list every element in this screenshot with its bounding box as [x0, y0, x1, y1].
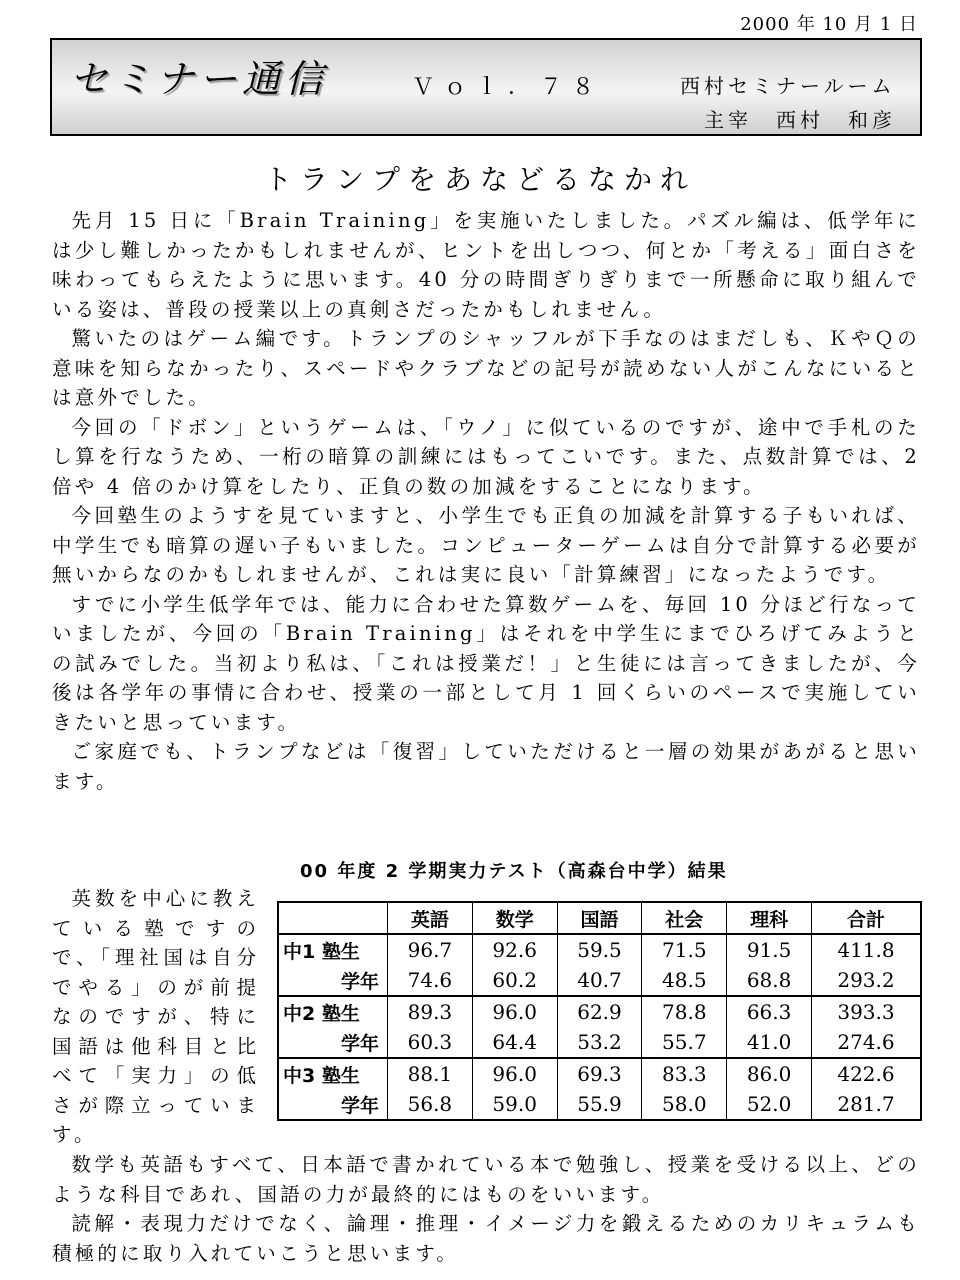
table-cell: 293.2 — [811, 965, 921, 996]
paragraph-4: 今回塾生のようすを見ていますと、小学生でも正負の加減を計算する子もいれば、中学生でも暗算の遅い子もいました。コンピューターゲームは自分で計算する必要が無いからなのかもしれませんが、これは実に良い「計算練習」になったようです。 — [52, 504, 920, 586]
table-row — [278, 1089, 921, 1120]
table-cell: 83.3 — [642, 1058, 727, 1089]
table-cell: 91.5 — [727, 934, 812, 965]
table-cell: 60.2 — [472, 965, 557, 996]
col-header: 国語 — [557, 902, 642, 934]
table-cell: 53.2 — [557, 1027, 642, 1058]
row-label: 学年 — [278, 965, 388, 996]
table-cell: 41.0 — [727, 1027, 812, 1058]
table-cell: 56.8 — [388, 1089, 473, 1120]
table-row — [278, 1027, 921, 1058]
table-cell: 48.5 — [642, 965, 727, 996]
table-cell: 69.3 — [557, 1058, 642, 1089]
table-title: 00 年度 2 学期実力テスト（高森台中学）結果 — [300, 861, 728, 882]
paragraph-3: 今回の「ドボン」というゲームは、「ウノ」に似ているのですが、途中で手札のたし算を行なうため、一桁の暗算の訓練にはもってこいです。また、点数計算では、2 倍や 4 倍のかけ算をしたり、正負の数の加減をすることになります。 — [52, 415, 920, 498]
table-row — [278, 996, 921, 1027]
table-cell: 274.6 — [811, 1027, 921, 1058]
row-label: 学年 — [278, 1027, 388, 1058]
table-cell: 55.7 — [642, 1027, 727, 1058]
newsletter-header — [50, 38, 922, 136]
article-headline: トランプをあなどるなかれ — [263, 163, 696, 196]
table-cell: 59.0 — [472, 1089, 557, 1120]
row-label: 学年 — [278, 1089, 388, 1120]
table-cell: 96.7 — [388, 934, 473, 965]
table-cell: 60.3 — [388, 1027, 473, 1058]
table-cell: 281.7 — [811, 1089, 921, 1120]
table-cell: 66.3 — [727, 996, 812, 1027]
table-cell: 52.0 — [727, 1089, 812, 1120]
row-label: 中2 塾生 — [278, 996, 388, 1027]
paragraph-2: 驚いたのはゲーム編です。トランプのシャッフルが下手なのはまだしも、ＫやＱの意味を知らなかったり、スペードやクラブなどの記号が読めない人がこんなにいるとは意外でした。 — [52, 327, 920, 409]
paragraph-1: 先月 15 日に「Brain Training」を実施いたしました。パズル編は、低学年には少し難しかったかもしれませんが、ヒントを出しつつ、何とか「考える」面白さを味わってもらえたように思います。40 分の時間ぎりぎりまで一所懸命に取り組んでいる姿は、普段の授業以上の真剣さだったかもしれません。 — [52, 209, 920, 321]
table-cell: 89.3 — [388, 996, 473, 1027]
table-row — [278, 1058, 921, 1089]
table-cell: 40.7 — [557, 965, 642, 996]
table-row — [278, 965, 921, 996]
table-cell: 74.6 — [388, 965, 473, 996]
paragraph-5: すでに小学生低学年では、能力に合わせた算数ゲームを、毎回 10 分ほど行なっていましたが、今回の「Brain Training」はそれを中学生にまでひろげてみようとの試みでした。当初より私は、「これは授業だ！」と生徒には言ってきましたが、今後は各学年の事情に合わせ、授業の一部として月 1 回くらいのペースで実施していきたいと思っています。 — [52, 592, 920, 734]
volume-number: Ｖｏｌ．７８ — [412, 75, 605, 100]
paragraph-6: ご家庭でも、トランプなどは「復習」していただけると一層の効果があがると思います。 — [52, 740, 920, 793]
closing-text — [52, 1150, 920, 1268]
table-cell: 393.3 — [811, 996, 921, 1027]
table-cell: 422.6 — [811, 1058, 921, 1089]
row-label: 中3 塾生 — [278, 1058, 388, 1089]
side-note — [52, 884, 260, 1150]
closing-paragraph-2: 読解・表現力だけでなく、論理・推理・イメージ力を鍛えるためのカリキュラムも積極的に取り入れていこうと思います。 — [52, 1212, 920, 1265]
table-cell: 62.9 — [557, 996, 642, 1027]
table-cell: 411.8 — [811, 934, 921, 965]
side-paragraph: 英数を中心に教えている塾ですので、「理社国は自分でやる」のが前提なのですが、特に国語は他科目と比べて「実力」の低さが際立っています。 — [52, 887, 260, 1146]
issue-date: 2000 年 10 月 1 日 — [740, 14, 918, 35]
newsletter-title: セミナー通信 — [70, 57, 329, 101]
col-header: 数学 — [472, 902, 557, 934]
table-cell: 71.5 — [642, 934, 727, 965]
table-row — [278, 934, 921, 965]
table-cell: 68.8 — [727, 965, 812, 996]
table-cell: 96.0 — [472, 996, 557, 1027]
publisher-name: 西村セミナールーム — [680, 74, 896, 98]
table-cell: 78.8 — [642, 996, 727, 1027]
table-cell: 64.4 — [472, 1027, 557, 1058]
table-cell: 88.1 — [388, 1058, 473, 1089]
article-body — [52, 206, 920, 796]
table-cell: 55.9 — [557, 1089, 642, 1120]
col-header: 英語 — [388, 902, 473, 934]
corner-cell — [278, 902, 388, 934]
table-cell: 59.5 — [557, 934, 642, 965]
table-cell: 96.0 — [472, 1058, 557, 1089]
col-header: 理科 — [727, 902, 812, 934]
table-header-row — [278, 902, 921, 934]
row-label: 中1 塾生 — [278, 934, 388, 965]
table-cell: 92.6 — [472, 934, 557, 965]
owner-name: 主宰 西村 和彦 — [704, 108, 896, 132]
results-table — [277, 901, 922, 1121]
col-header: 合計 — [811, 902, 921, 934]
table-cell: 58.0 — [642, 1089, 727, 1120]
closing-paragraph-1: 数学も英語もすべて、日本語で書かれている本で勉強し、授業を受ける以上、どのような科目であれ、国語の力が最終的にはものをいいます。 — [52, 1153, 920, 1206]
table-cell: 86.0 — [727, 1058, 812, 1089]
col-header: 社会 — [642, 902, 727, 934]
